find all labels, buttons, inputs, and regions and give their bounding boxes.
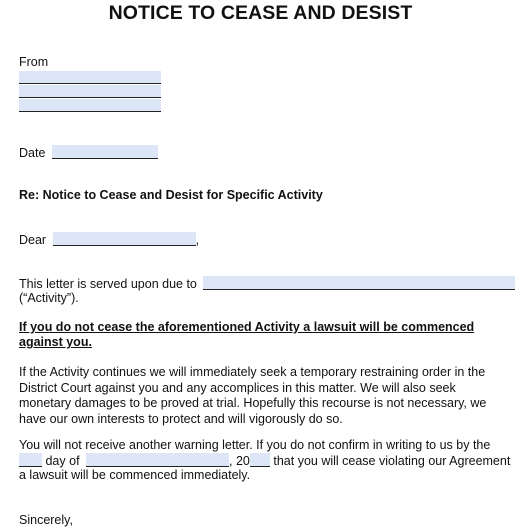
- from-field-line-2[interactable]: [19, 85, 161, 98]
- date-label: Date: [19, 146, 46, 160]
- dear-comma: ,: [195, 233, 200, 247]
- closing: Sincerely,: [19, 513, 73, 527]
- served-text: This letter is served upon due to: [19, 277, 197, 291]
- dear-row: [19, 232, 199, 247]
- year-prefix-text: , 20: [229, 454, 250, 468]
- day-field[interactable]: [19, 453, 42, 467]
- from-field-line-1[interactable]: [19, 71, 161, 84]
- lawsuit-line: a lawsuit will be commenced immediately.: [19, 468, 251, 482]
- from-label: From: [19, 55, 49, 69]
- reason-field[interactable]: [203, 276, 515, 290]
- served-row: [19, 276, 515, 291]
- recipient-name-field[interactable]: [53, 232, 196, 246]
- restraining-order-paragraph: If the Activity continues we will immediately seek a temporary restraining order in the District Court against you and any accomplices in this matter. We will also seek monetary damages to be proved at trial. Hopefully this recourse is not necessary, we have our own interests to protect and will vigorously do so.: [19, 365, 487, 426]
- month-field[interactable]: [86, 453, 229, 467]
- deadline-row: [19, 453, 510, 468]
- cease-violating-text: that you will cease violating our Agreement: [273, 454, 511, 468]
- from-field-line-3[interactable]: [19, 99, 161, 112]
- dear-label: Dear: [19, 233, 47, 247]
- activity-text: (“Activity”).: [19, 291, 79, 305]
- re-line: Re: Notice to Cease and Desist for Specific Activity: [19, 188, 323, 202]
- day-of-text: day of: [45, 454, 80, 468]
- date-field[interactable]: [52, 145, 158, 159]
- warning-letter-line: You will not receive another warning letter. If you do not confirm in writing to us by the: [19, 438, 491, 452]
- document-title: NOTICE TO CEASE AND DESIST: [108, 2, 413, 24]
- lawsuit-warning: If you do not cease the aforementioned Activity a lawsuit will be commenced against you.: [19, 320, 475, 349]
- year-field[interactable]: [250, 453, 270, 467]
- date-row: [19, 145, 158, 160]
